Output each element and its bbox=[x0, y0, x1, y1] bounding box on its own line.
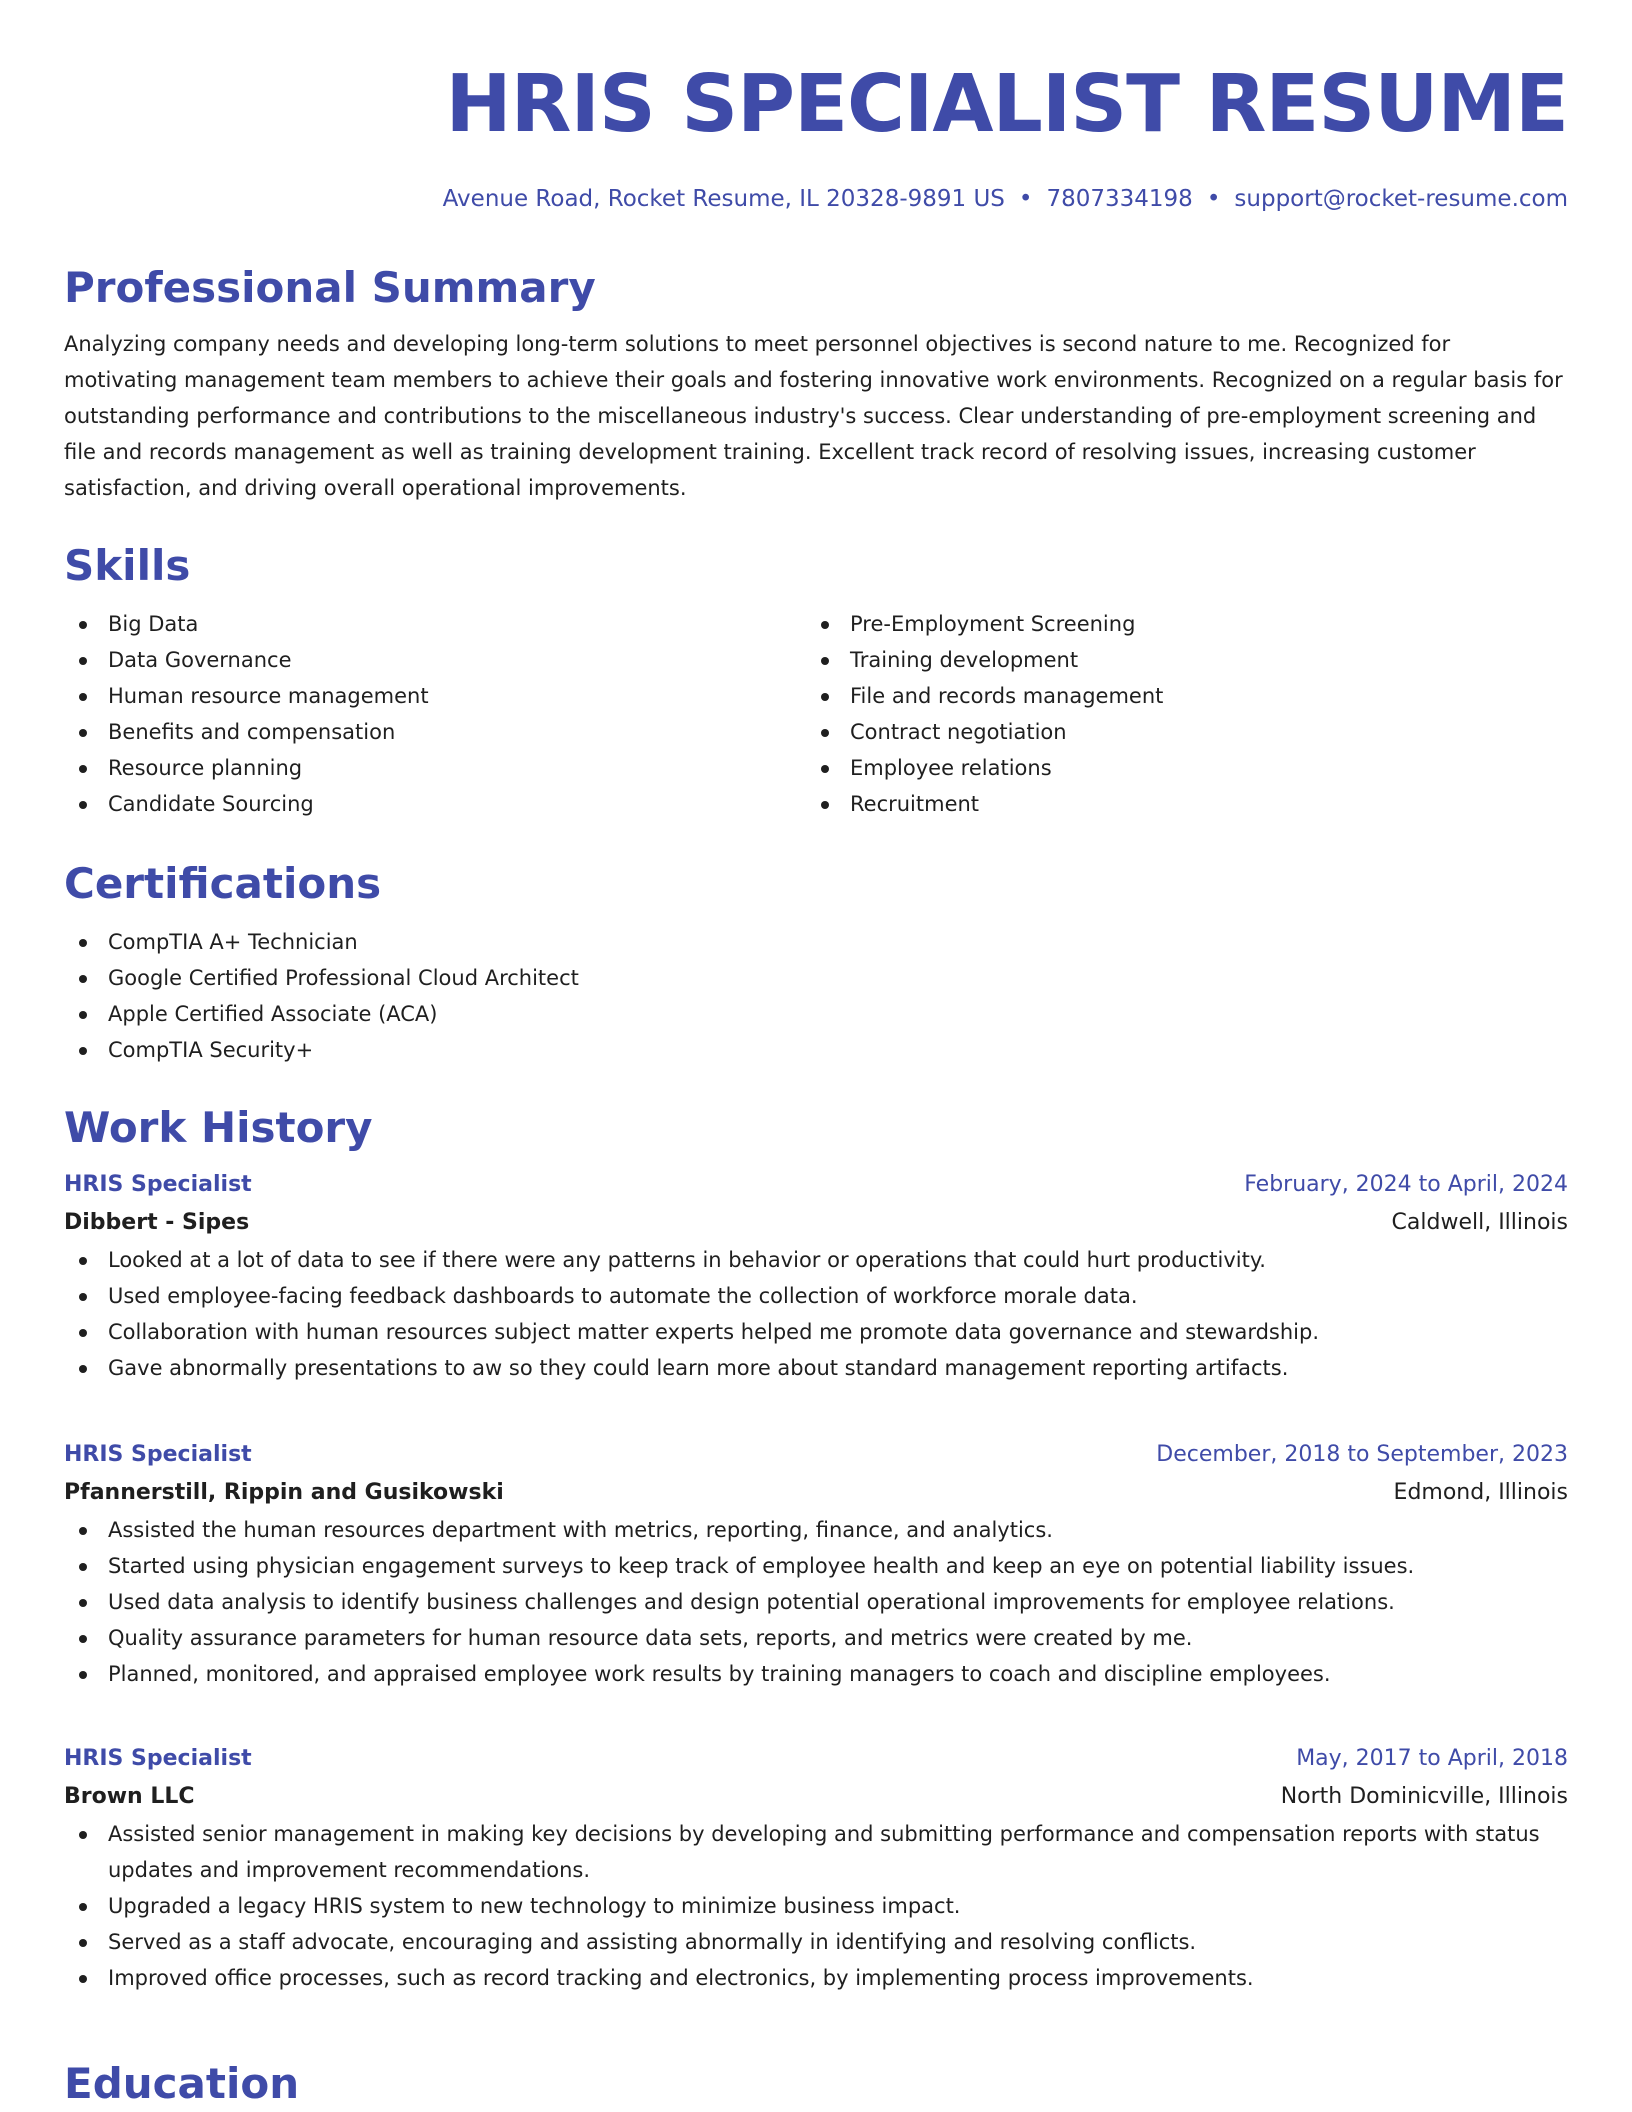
job-bullets bbox=[64, 1512, 1568, 1692]
list-item bbox=[64, 1924, 1568, 1960]
job-dates: February, 2024 to April, 2024 bbox=[1244, 1172, 1568, 1197]
list-item-text: Recruitment bbox=[850, 792, 980, 816]
separator-dot: • bbox=[1018, 186, 1033, 212]
job-company: Dibbert - Sipes bbox=[64, 1210, 250, 1235]
list-item bbox=[64, 1960, 1568, 1996]
education-section bbox=[64, 2058, 1568, 2110]
job-title-row bbox=[64, 1740, 1568, 1778]
job-location: Caldwell, Illinois bbox=[1391, 1210, 1568, 1235]
contact-address: Avenue Road, Rocket Resume, IL 20328-9891 US bbox=[442, 186, 1005, 212]
bullet-dot bbox=[79, 1939, 87, 1947]
job-title: HRIS Specialist bbox=[64, 1746, 252, 1771]
list-item-text: Improved office processes, such as record tracking and electronics, by implementing process improvements. bbox=[108, 1966, 1254, 1990]
bullet-dot bbox=[821, 765, 829, 773]
list-item bbox=[64, 1888, 1568, 1924]
list-item-text: Quality assurance parameters for human resource data sets, reports, and metrics were created by me. bbox=[108, 1626, 1193, 1650]
list-item-text: Gave abnormally presentations to aw so they could learn more about standard management reporting artifacts. bbox=[108, 1356, 1289, 1380]
list-item-text: CompTIA A+ Technician bbox=[108, 930, 358, 954]
work-history-section bbox=[64, 1102, 1568, 1990]
summary-heading: Professional Summary bbox=[64, 263, 596, 312]
list-item bbox=[806, 606, 1548, 642]
bullet-dot bbox=[79, 801, 87, 809]
list-item-text: Served as a staff advocate, encouraging and assisting abnormally in identifying and resolving conflicts. bbox=[108, 1930, 1197, 1954]
list-item bbox=[64, 1512, 1568, 1548]
list-item bbox=[64, 1242, 1568, 1278]
bullet-dot bbox=[79, 1257, 87, 1265]
list-item bbox=[64, 960, 1568, 996]
certifications-heading: Certifications bbox=[64, 859, 382, 908]
list-item bbox=[806, 750, 1548, 786]
contact-phone: 7807334198 bbox=[1046, 186, 1193, 212]
list-item bbox=[64, 606, 806, 642]
list-item bbox=[806, 642, 1548, 678]
job-bullets bbox=[64, 1816, 1568, 1996]
list-item-text: Data Governance bbox=[108, 648, 292, 672]
list-item-text: Big Data bbox=[108, 612, 199, 636]
job-title: HRIS Specialist bbox=[64, 1172, 252, 1197]
bullet-dot bbox=[79, 1975, 87, 1983]
skills-section bbox=[64, 540, 1568, 822]
list-item-text: Collaboration with human resources subject matter experts helped me promote data governance and stewardship. bbox=[108, 1320, 1320, 1344]
skills-list-right bbox=[806, 606, 1548, 822]
list-item-text: Used data analysis to identify business challenges and design potential operational improvements for employee relations. bbox=[108, 1590, 1395, 1614]
job-title: HRIS Specialist bbox=[64, 1442, 252, 1467]
separator-dot: • bbox=[1206, 186, 1221, 212]
bullet-dot bbox=[79, 729, 87, 737]
list-item-text: Apple Certified Associate (ACA) bbox=[108, 1002, 438, 1026]
job-company: Pfannerstill, Rippin and Gusikowski bbox=[64, 1480, 504, 1505]
resume-page bbox=[64, 0, 1568, 2108]
bullet-dot bbox=[79, 1329, 87, 1337]
bullet-dot bbox=[79, 1599, 87, 1607]
education-heading: Education bbox=[64, 2059, 300, 2108]
bullet-dot bbox=[821, 693, 829, 701]
job-entry bbox=[64, 1740, 1568, 1996]
bullet-dot bbox=[79, 1047, 87, 1055]
job-location: North Dominicville, Illinois bbox=[1280, 1784, 1568, 1809]
bullet-dot bbox=[821, 801, 829, 809]
contact-line bbox=[64, 184, 1568, 214]
list-item bbox=[64, 1656, 1568, 1692]
bullet-dot bbox=[79, 1563, 87, 1571]
list-item-text: File and records management bbox=[850, 684, 1164, 708]
list-item-text: Looked at a lot of data to see if there were any patterns in behavior or operations that could hurt productivity. bbox=[108, 1248, 1266, 1272]
list-item bbox=[64, 996, 1568, 1032]
job-title-row bbox=[64, 1166, 1568, 1204]
list-item-text: Human resource management bbox=[108, 684, 429, 708]
bullet-dot bbox=[79, 939, 87, 947]
list-item-text: Pre-Employment Screening bbox=[850, 612, 1136, 636]
list-item-text: Training development bbox=[850, 648, 1079, 672]
list-item-text: Started using physician engagement surveys to keep track of employee health and keep an eye on potential liability issues. bbox=[108, 1554, 1415, 1578]
work-history-heading: Work History bbox=[64, 1103, 373, 1152]
summary-text: Analyzing company needs and developing long-term solutions to meet personnel objectives is second nature to me. Recognized for motivating management team members to achieve their goals and fostering innovative work environments. Recognized on a regular basis for outstanding performance and contributions to the miscellaneous industry's success. Clear understanding of pre-employment screening and file and records management as well as training development training. Excellent track record of resolving issues, increasing customer satisfaction, and driving overall operational improvements. bbox=[64, 332, 1563, 500]
list-item bbox=[64, 1816, 1568, 1888]
resume-header bbox=[64, 56, 1568, 214]
bullet-dot bbox=[821, 729, 829, 737]
list-item-text: Planned, monitored, and appraised employee work results by training managers to coach and discipline employees. bbox=[108, 1662, 1331, 1686]
list-item-text: Employee relations bbox=[850, 756, 1052, 780]
list-item-text: Assisted the human resources department with metrics, reporting, finance, and analytics. bbox=[108, 1518, 1053, 1542]
job-company: Brown LLC bbox=[64, 1784, 195, 1809]
skills-grid bbox=[64, 606, 1568, 822]
summary-section bbox=[64, 262, 1568, 506]
bullet-dot bbox=[79, 621, 87, 629]
bullet-dot bbox=[79, 1011, 87, 1019]
job-bullets bbox=[64, 1242, 1568, 1386]
list-item bbox=[806, 714, 1548, 750]
list-item-text: Contract negotiation bbox=[850, 720, 1067, 744]
list-item bbox=[64, 1584, 1568, 1620]
list-item bbox=[64, 924, 1568, 960]
job-company-row bbox=[64, 1474, 1568, 1512]
list-item bbox=[64, 1548, 1568, 1584]
bullet-dot bbox=[79, 657, 87, 665]
list-item-text: CompTIA Security+ bbox=[108, 1038, 314, 1062]
job-company-row bbox=[64, 1778, 1568, 1816]
list-item bbox=[806, 786, 1548, 822]
bullet-dot bbox=[79, 693, 87, 701]
certifications-list bbox=[64, 924, 1568, 1068]
list-item bbox=[806, 678, 1548, 714]
job-dates: May, 2017 to April, 2018 bbox=[1296, 1746, 1568, 1771]
list-item-text: Upgraded a legacy HRIS system to new technology to minimize business impact. bbox=[108, 1894, 961, 1918]
bullet-dot bbox=[79, 1635, 87, 1643]
bullet-dot bbox=[821, 621, 829, 629]
certifications-section bbox=[64, 858, 1568, 1068]
bullet-dot bbox=[79, 1903, 87, 1911]
bullet-dot bbox=[79, 1831, 87, 1839]
resume-title: HRIS SPECIALIST RESUME bbox=[445, 58, 1568, 150]
list-item bbox=[64, 714, 806, 750]
list-item bbox=[64, 1350, 1568, 1386]
list-item bbox=[64, 642, 806, 678]
contact-email[interactable]: support@rocket-resume.com bbox=[1234, 186, 1568, 212]
bullet-dot bbox=[79, 1671, 87, 1679]
list-item-text: Resource planning bbox=[108, 756, 303, 780]
list-item bbox=[64, 786, 806, 822]
bullet-dot bbox=[79, 975, 87, 983]
bullet-dot bbox=[821, 657, 829, 665]
skills-list-left bbox=[64, 606, 806, 822]
job-entry bbox=[64, 1166, 1568, 1386]
list-item-text: Benefits and compensation bbox=[108, 720, 396, 744]
job-company-row bbox=[64, 1204, 1568, 1242]
list-item-text: Google Certified Professional Cloud Architect bbox=[108, 966, 579, 990]
job-dates: December, 2018 to September, 2023 bbox=[1156, 1442, 1568, 1467]
list-item bbox=[64, 1314, 1568, 1350]
job-title-row bbox=[64, 1436, 1568, 1474]
list-item-text: Assisted senior management in making key decisions by developing and submitting performance and compensation reports with status updates and improvement recommendations. bbox=[108, 1822, 1540, 1882]
list-item bbox=[64, 1620, 1568, 1656]
list-item bbox=[64, 1032, 1568, 1068]
skills-heading: Skills bbox=[64, 541, 191, 590]
bullet-dot bbox=[79, 1293, 87, 1301]
bullet-dot bbox=[79, 1365, 87, 1373]
list-item bbox=[64, 678, 806, 714]
list-item bbox=[64, 1278, 1568, 1314]
list-item bbox=[64, 750, 806, 786]
bullet-dot bbox=[79, 1527, 87, 1535]
list-item-text: Candidate Sourcing bbox=[108, 792, 314, 816]
bullet-dot bbox=[79, 765, 87, 773]
job-entry bbox=[64, 1436, 1568, 1692]
job-location: Edmond, Illinois bbox=[1393, 1480, 1568, 1505]
list-item-text: Used employee-facing feedback dashboards to automate the collection of workforce morale data. bbox=[108, 1284, 1138, 1308]
